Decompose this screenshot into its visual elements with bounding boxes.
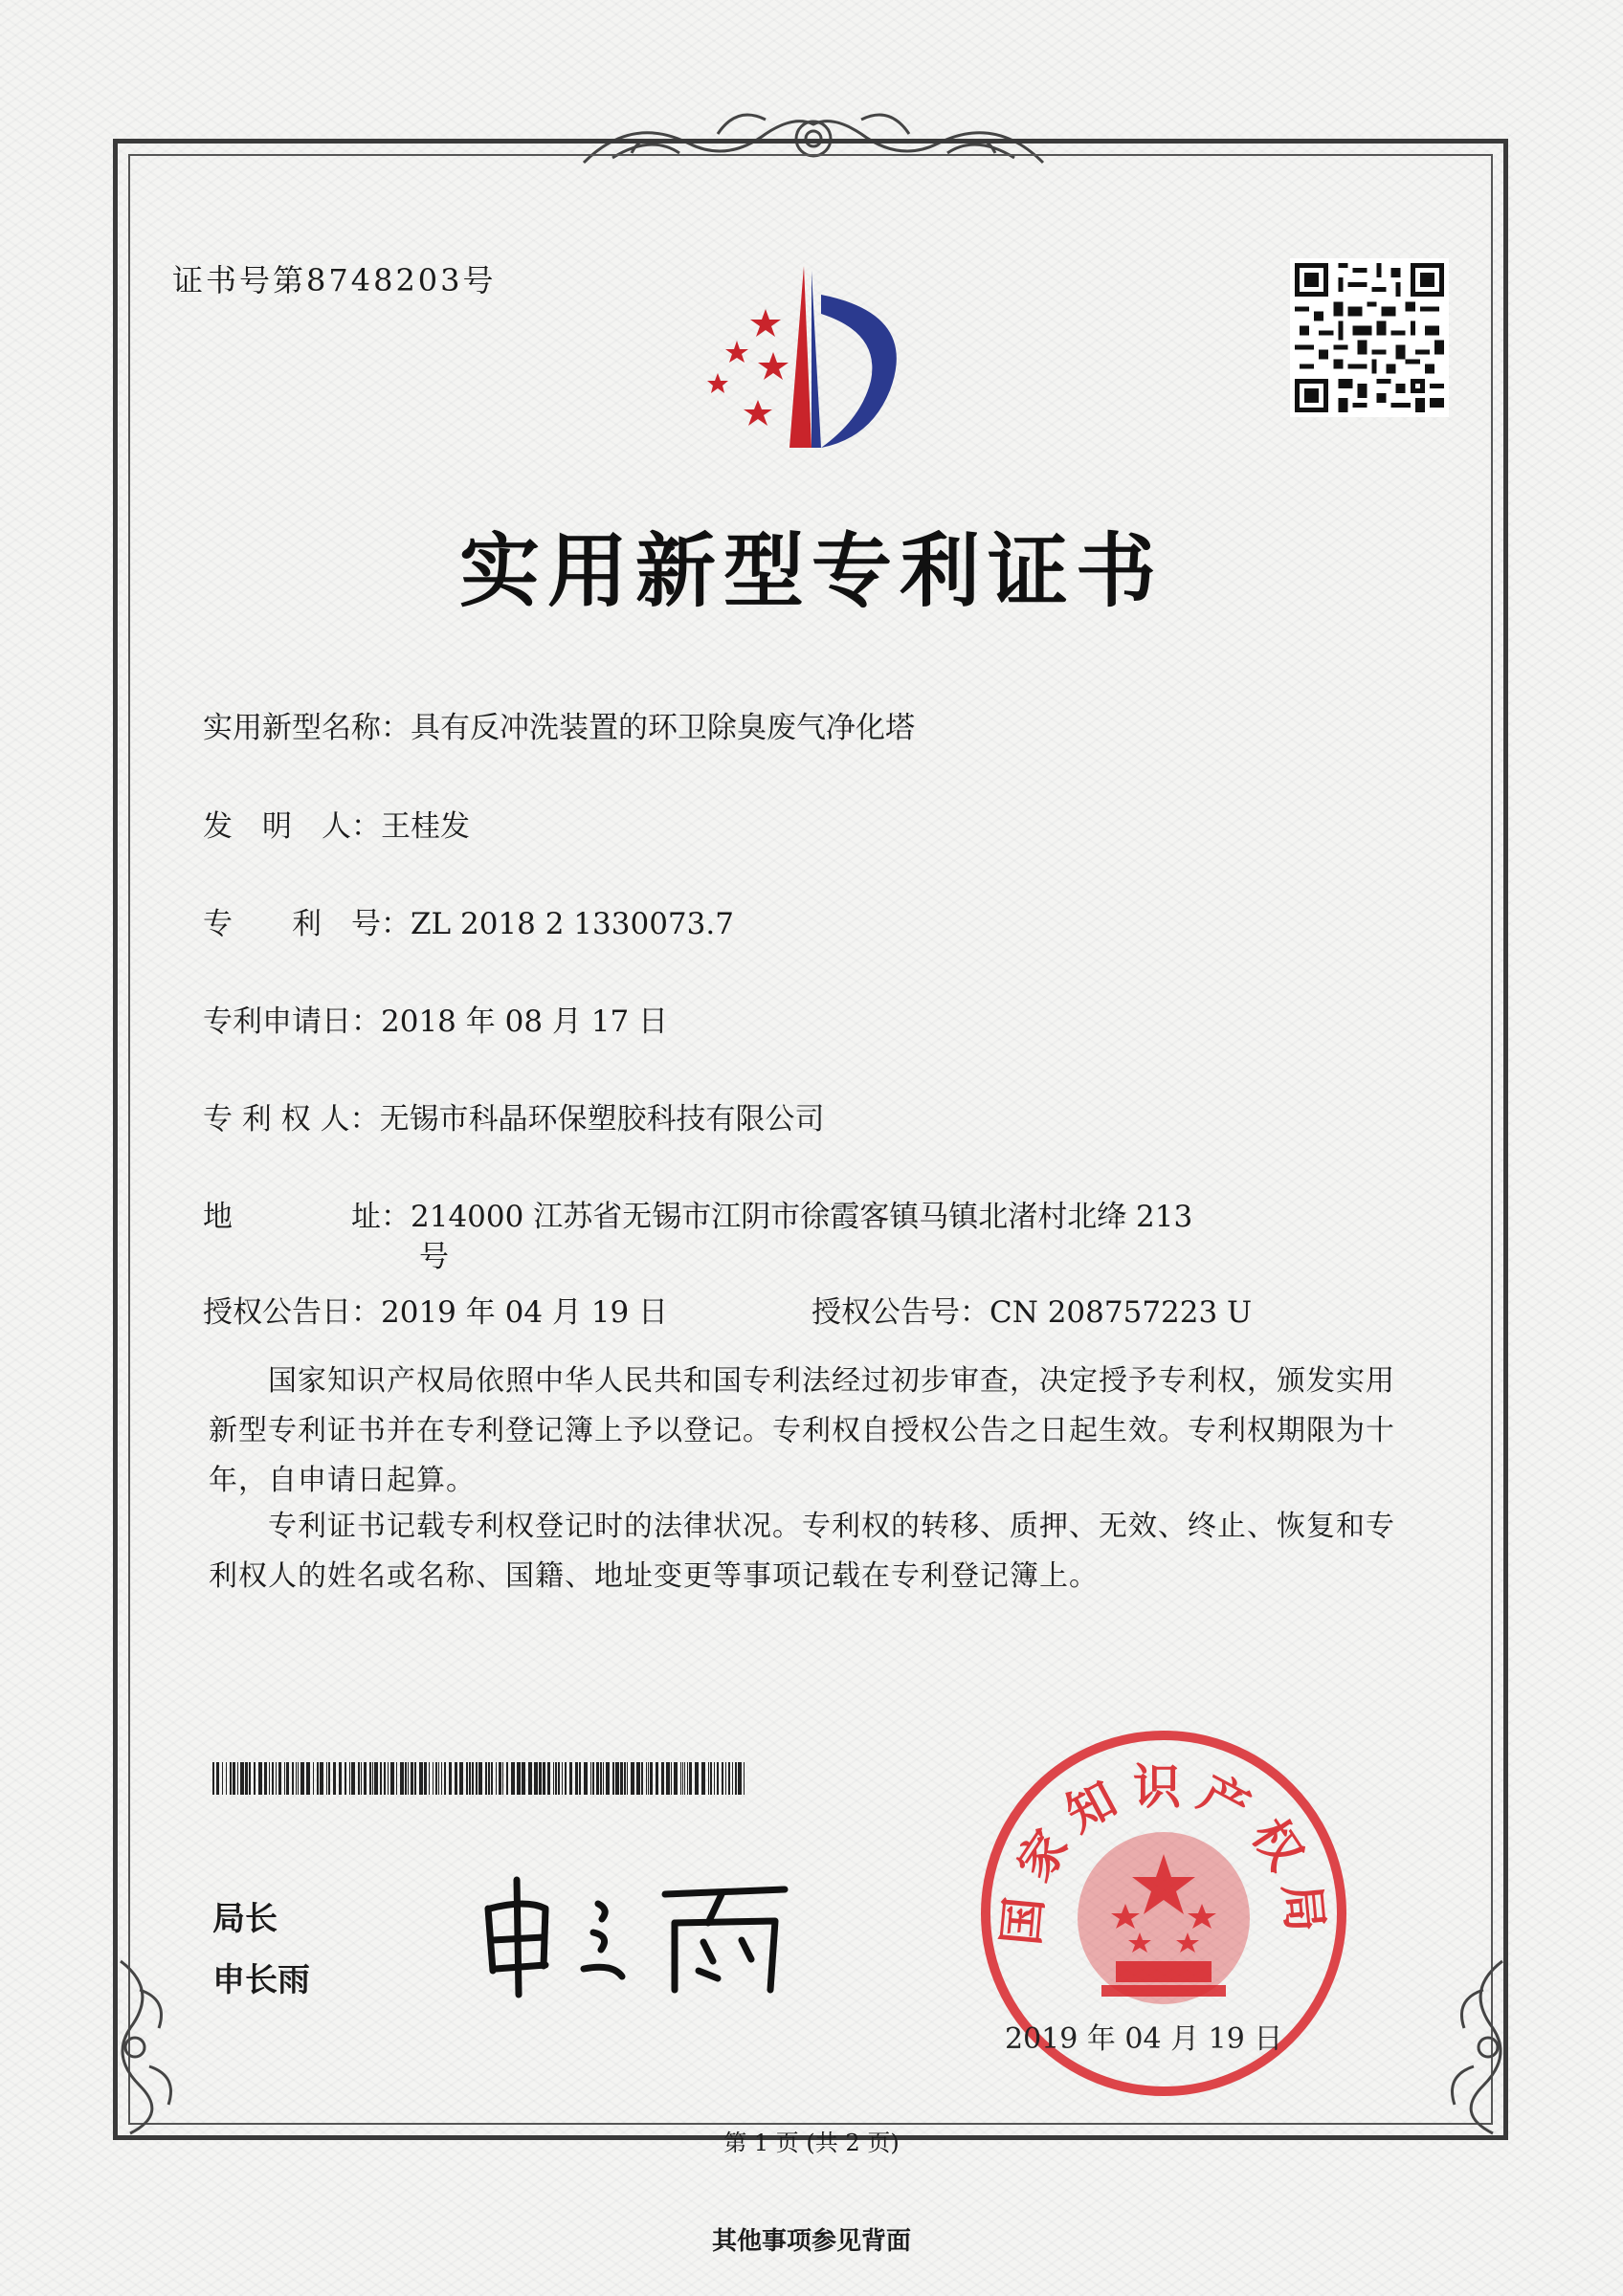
legal-paragraph-2 <box>209 1502 1424 1601</box>
barcode-bar <box>380 1762 382 1795</box>
field-inventor <box>203 802 470 845</box>
barcode-bar <box>351 1762 355 1795</box>
barcode-bar <box>539 1762 542 1795</box>
field-value: 214000 江苏省无锡市江阴市徐霞客镇马镇北渚村北绛 213 <box>411 1200 1193 1234</box>
paragraph-line: 利权人的姓名或名称、国籍、地址变更等事项记载在专利登记簿上。 <box>209 1559 1099 1593</box>
barcode-bar <box>269 1762 270 1795</box>
barcode-bar <box>320 1762 323 1795</box>
barcode-bar <box>496 1762 497 1795</box>
barcode-bar <box>272 1762 274 1795</box>
barcode-bar <box>620 1762 623 1795</box>
barcode-bar <box>732 1762 733 1795</box>
barcode-bar <box>284 1762 285 1795</box>
barcode-bar <box>682 1762 683 1795</box>
barcode-bar <box>414 1762 416 1795</box>
barcode-bar <box>671 1762 672 1795</box>
page-number: 第 1 页 (共 2 页) <box>723 2130 900 2156</box>
qr-code-icon <box>1290 258 1449 417</box>
barcode-bar <box>511 1762 515 1795</box>
patent-office-emblem-icon <box>699 256 947 467</box>
barcode-bar <box>361 1762 362 1795</box>
director-name: 申长雨 <box>212 1961 310 1999</box>
field-label: 专 利 号： <box>203 907 411 941</box>
barcode-bar <box>292 1762 294 1795</box>
barcode-bar <box>534 1762 538 1795</box>
barcode-bar <box>390 1762 394 1795</box>
barcode-bar <box>298 1762 299 1795</box>
barcode-bar <box>313 1762 314 1795</box>
paragraph-line: 新型专利证书并在专利登记簿上予以登记。专利权自授权公告之日起生效。专利权期限为十 <box>209 1414 1395 1447</box>
barcode-bar <box>650 1762 653 1795</box>
barcode-bar <box>631 1762 634 1795</box>
field-address <box>203 1192 1192 1235</box>
barcode-bar <box>258 1762 262 1795</box>
barcode-bar <box>408 1762 409 1795</box>
field-patentee <box>203 1094 825 1137</box>
barcode-bar <box>300 1762 304 1795</box>
barcode-bar <box>328 1762 330 1795</box>
barcode-bar <box>317 1762 319 1795</box>
barcode-bar <box>708 1762 709 1795</box>
barcode-bar <box>372 1762 373 1795</box>
paragraph-line: 年，自申请日起算。 <box>209 1464 476 1497</box>
paragraph-line: 国家知识产权局依照中华人民共和国专利法经过初步审查，决定授予专利权，颁发实用 <box>268 1364 1395 1398</box>
barcode-bar <box>603 1762 604 1795</box>
barcode-bar <box>738 1762 742 1795</box>
field-value: 2018 年 08 月 17 日 <box>381 1004 669 1039</box>
barcode-bar <box>364 1762 367 1795</box>
barcode-bar <box>286 1762 289 1795</box>
barcode-bar <box>689 1762 692 1795</box>
barcode-bar <box>212 1762 214 1795</box>
barcode-bar <box>306 1762 310 1795</box>
field-value: 具有反冲洗装置的环卫除臭废气净化塔 <box>411 711 915 745</box>
barcode-bar <box>687 1762 688 1795</box>
barcode-bar <box>565 1762 567 1795</box>
barcode-bar <box>345 1762 346 1795</box>
barcode-bar <box>472 1762 474 1795</box>
certificate-number: 证书号第8748203号 <box>172 262 497 298</box>
barcode-bar <box>744 1762 745 1795</box>
barcode-bar <box>233 1762 235 1795</box>
barcode-bar <box>455 1762 457 1795</box>
barcode-bar <box>547 1762 550 1795</box>
barcode-bar <box>569 1762 572 1795</box>
barcode-bar <box>276 1762 277 1795</box>
barcode-bar <box>435 1762 437 1795</box>
barcode-bar <box>636 1762 640 1795</box>
barcode-bar <box>680 1762 681 1795</box>
barcode-bar <box>674 1762 678 1795</box>
barcode-bar <box>424 1762 427 1795</box>
barcode-bar <box>254 1762 256 1795</box>
field-value: CN 208757223 U <box>989 1295 1253 1330</box>
barcode-bar <box>240 1762 244 1795</box>
field-value: 王桂发 <box>381 809 470 844</box>
barcode-bar <box>553 1762 554 1795</box>
bottom-right-ornament-icon <box>1407 1952 1522 2143</box>
barcode-bar <box>230 1762 232 1795</box>
barcode-bar <box>441 1762 442 1795</box>
barcode-bar <box>722 1762 723 1795</box>
barcode-bar <box>449 1762 452 1795</box>
field-address-continuation: 号 <box>419 1240 449 1274</box>
barcode-bar <box>374 1762 378 1795</box>
barcode-bar <box>528 1762 532 1795</box>
field-label: 地 址： <box>203 1200 411 1234</box>
barcode-bar <box>596 1762 599 1795</box>
barcode-bar <box>522 1762 525 1795</box>
barcode-bar <box>339 1762 342 1795</box>
barcode-bar <box>488 1762 490 1795</box>
barcode-bar <box>701 1762 705 1795</box>
barcode-bar <box>478 1762 482 1795</box>
barcode-bar <box>405 1762 407 1795</box>
barcode-bar <box>714 1762 715 1795</box>
barcode-bar <box>612 1762 614 1795</box>
barcode-bar <box>666 1762 670 1795</box>
barcode-bar <box>476 1762 478 1795</box>
handwritten-signature-icon <box>469 1856 813 1999</box>
barcode-bar <box>579 1762 581 1795</box>
barcode-bar <box>661 1762 664 1795</box>
field-label: 授权公告日： <box>203 1295 381 1330</box>
footer-note: 其他事项参见背面 <box>711 2227 911 2256</box>
legal-paragraph-1 <box>209 1357 1424 1506</box>
barcode-bar <box>438 1762 439 1795</box>
field-value: 2019 年 04 月 19 日 <box>381 1295 669 1330</box>
barcode-bar <box>600 1762 602 1795</box>
barcode-bar <box>648 1762 649 1795</box>
field-label: 授权公告号： <box>812 1295 989 1330</box>
barcode-bar <box>249 1762 251 1795</box>
barcode-bar <box>646 1762 647 1795</box>
barcode-bar <box>388 1762 389 1795</box>
barcode-bar <box>725 1762 726 1795</box>
field-grant-number <box>812 1288 1252 1331</box>
barcode-bar <box>499 1762 501 1795</box>
paragraph-line: 专利证书记载专利权登记时的法律状况。专利权的转移、质押、无效、终止、恢复和专 <box>268 1510 1395 1543</box>
barcode-bar <box>429 1762 430 1795</box>
barcode-bar <box>562 1762 563 1795</box>
barcode-bar <box>326 1762 327 1795</box>
barcode-bar <box>624 1762 626 1795</box>
barcode-bar <box>717 1762 719 1795</box>
barcode-bar <box>296 1762 297 1795</box>
barcode-bar <box>469 1762 471 1795</box>
barcode-bar <box>333 1762 336 1795</box>
field-value: ZL 2018 2 1330073.7 <box>411 907 734 941</box>
barcode-bar <box>411 1762 413 1795</box>
barcode-bar <box>695 1762 699 1795</box>
barcode-bar <box>627 1762 628 1795</box>
barcode-bar <box>584 1762 588 1795</box>
barcode-bar <box>459 1762 463 1795</box>
barcode-bar <box>491 1762 493 1795</box>
barcode-bar <box>237 1762 238 1795</box>
field-label: 专 利 权 人： <box>203 1102 380 1137</box>
barcode-bar <box>517 1762 521 1795</box>
barcode-bar <box>543 1762 545 1795</box>
barcode-bar <box>502 1762 503 1795</box>
barcode-bar <box>419 1762 423 1795</box>
barcode-bar <box>245 1762 248 1795</box>
barcode-bar <box>384 1762 386 1795</box>
barcode-bar <box>684 1762 685 1795</box>
field-value: 无锡市科晶环保塑胶科技有限公司 <box>379 1102 825 1137</box>
barcode-bar <box>590 1762 591 1795</box>
bottom-left-ornament-icon <box>101 1952 216 2143</box>
barcode-bar <box>264 1762 267 1795</box>
barcode-bar <box>369 1762 371 1795</box>
barcode-bar <box>728 1762 730 1795</box>
barcode-bar <box>349 1762 350 1795</box>
barcode-bar <box>592 1762 594 1795</box>
page-title: 实用新型专利证书 <box>458 523 1164 618</box>
field-utility-model-name <box>203 703 915 746</box>
barcode-bar <box>615 1762 619 1795</box>
field-label: 实用新型名称： <box>203 711 411 745</box>
barcode-bar <box>575 1762 578 1795</box>
field-label: 发 明 人： <box>203 809 381 844</box>
barcode-bar <box>216 1762 219 1795</box>
barcode-bar <box>466 1762 468 1795</box>
barcode-bar <box>278 1762 281 1795</box>
barcode-bar <box>656 1762 658 1795</box>
barcode-icon <box>212 1762 748 1795</box>
barcode-bar <box>555 1762 557 1795</box>
barcode-bar <box>400 1762 404 1795</box>
seal-date: 2019 年 04 月 19 日 <box>1005 2022 1283 2056</box>
barcode-bar <box>641 1762 643 1795</box>
barcode-bar <box>358 1762 360 1795</box>
seal-text: 国家知识产权局 <box>991 1757 1336 1948</box>
field-application-date <box>203 997 668 1040</box>
barcode-bar <box>396 1762 397 1795</box>
field-patent-number <box>203 899 734 942</box>
barcode-bar <box>485 1762 487 1795</box>
barcode-bar <box>606 1762 610 1795</box>
barcode-bar <box>558 1762 560 1795</box>
director-title: 局长 <box>212 1900 278 1938</box>
barcode-bar <box>226 1762 227 1795</box>
barcode-bar <box>433 1762 434 1795</box>
field-grant-date <box>203 1288 668 1331</box>
barcode-bar <box>222 1762 223 1795</box>
field-label: 专利申请日： <box>203 1004 381 1039</box>
barcode-bar <box>735 1762 737 1795</box>
barcode-bar <box>444 1762 446 1795</box>
barcode-bar <box>710 1762 712 1795</box>
barcode-bar <box>506 1762 508 1795</box>
